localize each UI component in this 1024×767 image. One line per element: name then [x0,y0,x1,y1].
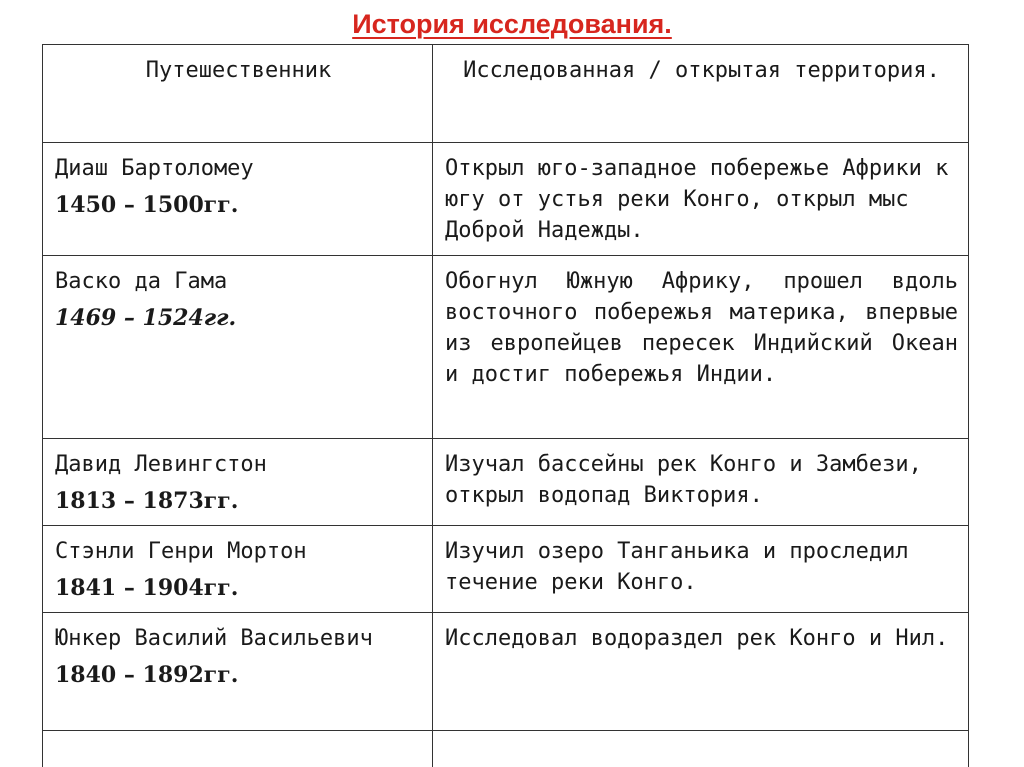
traveler-dates: 1813 – 1873гг. [55,488,239,514]
explorers-table [42,44,969,767]
traveler-name: Диаш Бартоломеу [55,156,254,181]
traveler-name: Давид Левингстон [55,452,267,477]
header-traveler: Путешественник [43,45,433,143]
traveler-cell [43,439,433,526]
table-row [43,256,969,439]
territory-description: Обогнул Южную Африку, прошел вдоль восточного побережья материка, впервые из европейцев пересек Индийский Океан и достиг побережья Индии. [433,256,969,439]
table-row-partial [43,731,969,767]
territory-description-partial [433,731,969,767]
table-row [43,526,969,613]
table-row [43,613,969,731]
page-title: История исследования. [352,9,672,39]
traveler-dates: 1469 – 1524гг. [55,305,237,331]
traveler-cell-partial [43,731,433,767]
traveler-dates: 1840 – 1892гг. [55,662,239,688]
traveler-cell [43,526,433,613]
traveler-name: Васко да Гама [55,269,228,294]
traveler-name: Стэнли Генри Мортон [55,539,307,564]
table-row [43,143,969,256]
traveler-cell [43,256,433,439]
table-header-row [43,45,969,143]
traveler-cell [43,613,433,731]
territory-description: Открыл юго-западное побережье Африки к югу от устья реки Конго, открыл мыс Доброй Надежды. [433,143,969,256]
traveler-dates: 1450 – 1500гг. [55,192,239,218]
territory-description: Исследовал водораздел рек Конго и Нил. [433,613,969,731]
table-row [43,439,969,526]
header-territory: Исследованная / открытая территория. [433,45,969,143]
territory-description: Изучил озеро Танганьика и проследил течение реки Конго. [433,526,969,613]
traveler-cell [43,143,433,256]
traveler-dates: 1841 – 1904гг. [55,575,239,601]
territory-description: Изучал бассейны рек Конго и Замбези, открыл водопад Виктория. [433,439,969,526]
traveler-name: Юнкер Василий Васильевич [55,626,373,651]
